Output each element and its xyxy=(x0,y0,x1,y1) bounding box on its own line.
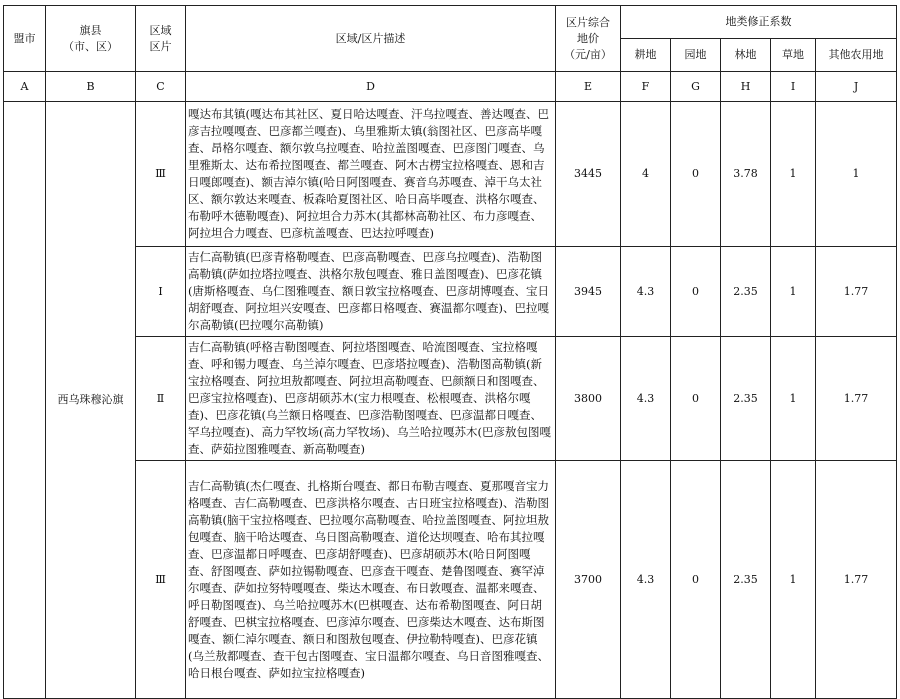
forest-cell: 2.35 xyxy=(721,247,771,337)
letter-cell: B xyxy=(46,72,136,102)
table-row xyxy=(4,102,897,247)
table-row xyxy=(4,337,897,461)
description-cell: 吉仁高勒镇(巴彦青格勒嘎查、巴彦高勒嘎查、巴彦乌拉嘎查)、浩勒图高勒镇(萨如拉塔拉嘎查、洪格尔敖包嘎查、雅日盖图嘎查)、巴彦花镇(唐斯格嘎查、乌仁图雅嘎查、额日敦宝拉格嘎查、巴彦胡博嘎查、宝日胡舒嘎查、阿拉坦兴安嘎查、巴彦都日格嘎查、赛温都尔嘎查)、巴拉嘎尔高勒镇(巴拉嘎尔高勒镇) xyxy=(186,247,556,337)
forest-cell: 3.78 xyxy=(721,102,771,247)
letter-cell: I xyxy=(771,72,816,102)
grassland-cell: 1 xyxy=(771,247,816,337)
zone-cell: Ⅲ xyxy=(136,461,186,699)
letter-cell: J xyxy=(816,72,897,102)
land-price-table xyxy=(3,5,897,699)
header-other: 其他农用地 xyxy=(816,39,897,72)
garden-cell: 0 xyxy=(671,247,721,337)
header-zone: 区域 区片 xyxy=(136,6,186,72)
county-cell: 西乌珠穆沁旗 xyxy=(46,102,136,699)
header-garden: 园地 xyxy=(671,39,721,72)
other-cell: 1.77 xyxy=(816,337,897,461)
garden-cell: 0 xyxy=(671,461,721,699)
letter-cell: D xyxy=(186,72,556,102)
header-farmland: 耕地 xyxy=(621,39,671,72)
zone-cell: Ⅱ xyxy=(136,337,186,461)
farmland-cell: 4.3 xyxy=(621,247,671,337)
forest-cell: 2.35 xyxy=(721,337,771,461)
price-cell: 3800 xyxy=(556,337,621,461)
price-cell: 3700 xyxy=(556,461,621,699)
farmland-cell: 4 xyxy=(621,102,671,247)
header-league-city: 盟市 xyxy=(4,6,46,72)
description-cell: 吉仁高勒镇(杰仁嘎查、扎格斯台嘎查、都日布勒吉嘎查、夏那嘎音宝力格嘎查、吉仁高勒嘎查、巴彦洪格尔嘎查、古日班宝拉格嘎查)、浩勒图高勒镇(脑干宝拉格嘎查、巴拉嘎尔高勒嘎查、哈拉盖图嘎查、阿拉坦敖包嘎查、脑干哈达嘎查、乌日图高勒嘎查、道伦达坝嘎查、哈布其拉嘎查、巴彦温都日呼嘎查、巴彦胡舒嘎查)、巴彦胡硕苏木(哈日阿图嘎查、舒图嘎查、萨如拉锡勒嘎查、巴彦查干嘎查、楚鲁图嘎查、赛罕淖尔嘎查、萨如拉努特嘎嘎查、柴达木嘎查、布日敦嘎查、温都来嘎查、呼日勒图嘎查)、乌兰哈拉嘎苏木(巴棋嘎查、达布希勒图嘎查、阿日胡舒嘎查、巴棋宝拉格嘎查、巴彦淖尔嘎查、巴彦柴达木嘎查、达布斯图嘎查、额仁淖尔嘎查、额日和图敖包嘎查、伊拉勒特嘎查)、巴彦花镇(乌兰敖都嘎查、查干包古图嘎查、宝日温都尔嘎查、乌日音图雅嘎查、哈日根台嘎查、萨如拉宝拉格嘎查) xyxy=(186,461,556,699)
forest-cell: 2.35 xyxy=(721,461,771,699)
header-county: 旗县 （市、区） xyxy=(46,6,136,72)
header-description: 区域/区片描述 xyxy=(186,6,556,72)
letter-cell: E xyxy=(556,72,621,102)
farmland-cell: 4.3 xyxy=(621,461,671,699)
grassland-cell: 1 xyxy=(771,102,816,247)
other-cell: 1 xyxy=(816,102,897,247)
letter-cell: H xyxy=(721,72,771,102)
farmland-cell: 4.3 xyxy=(621,337,671,461)
grassland-cell: 1 xyxy=(771,337,816,461)
price-cell: 3945 xyxy=(556,247,621,337)
garden-cell: 0 xyxy=(671,337,721,461)
header-price: 区片综合 地价 （元/亩） xyxy=(556,6,621,72)
garden-cell: 0 xyxy=(671,102,721,247)
letter-cell: C xyxy=(136,72,186,102)
price-cell: 3445 xyxy=(556,102,621,247)
grassland-cell: 1 xyxy=(771,461,816,699)
other-cell: 1.77 xyxy=(816,247,897,337)
header-grassland: 草地 xyxy=(771,39,816,72)
letter-cell: A xyxy=(4,72,46,102)
table-row xyxy=(4,247,897,337)
letter-cell: F xyxy=(621,72,671,102)
letter-cell: G xyxy=(671,72,721,102)
zone-cell: Ⅲ xyxy=(136,102,186,247)
header-forest: 林地 xyxy=(721,39,771,72)
other-cell: 1.77 xyxy=(816,461,897,699)
description-cell: 嘎达布其镇(嘎达布其社区、夏日哈达嘎查、汗乌拉嘎查、善达嘎查、巴彦吉拉嘎嘎查、巴彦都兰嘎查)、乌里雅斯太镇(翁图社区、巴彦高毕嘎查、昂格尔嘎查、额尔敦乌拉嘎查、哈拉盖图嘎查、巴彦图门嘎查、乌里雅斯太、达布希拉图嘎查、都兰嘎查、阿木古楞宝拉格嘎查、恩和吉日嘎郎嘎查)、额吉淖尔镇(哈日阿图嘎查、赛音乌苏嘎查、淖干乌太社区、额尔敦达来嘎查、板森哈夏图社区、哈日高毕嘎查、洪格尔嘎查、布勒呼木德勒嘎查)、阿拉坦合力苏木(其都林高勒社区、布力彦嘎查、阿拉坦合力嘎查、巴彦杭盖嘎查、巴达拉呼嘎查) xyxy=(186,102,556,247)
header-correction-group: 地类修正系数 xyxy=(621,6,897,39)
league-city-cell xyxy=(4,102,46,699)
table-row xyxy=(4,461,897,699)
zone-cell: Ⅰ xyxy=(136,247,186,337)
description-cell: 吉仁高勒镇(呼格吉勒图嘎查、阿拉塔图嘎查、哈流图嘎查、宝拉格嘎查、呼和锡力嘎查、乌兰淖尔嘎查、巴彦塔拉嘎查)、浩勒图高勒镇(新宝拉格嘎查、阿拉坦敖都嘎查、阿拉坦高勒嘎查、巴颜额日和图嘎查、巴彦宝拉格嘎查)、巴彦胡硕苏木(宝力根嘎查、松根嘎查、洪格尔嘎查)、巴彦花镇(乌兰额日格嘎查、巴彦浩勒图嘎查、巴彦温都日嘎查、罕乌拉嘎查)、高力罕牧场(高力罕牧场)、乌兰哈拉嘎苏木(巴彦敖包图嘎查、萨茹拉图雅嘎查、新高勒嘎查) xyxy=(186,337,556,461)
